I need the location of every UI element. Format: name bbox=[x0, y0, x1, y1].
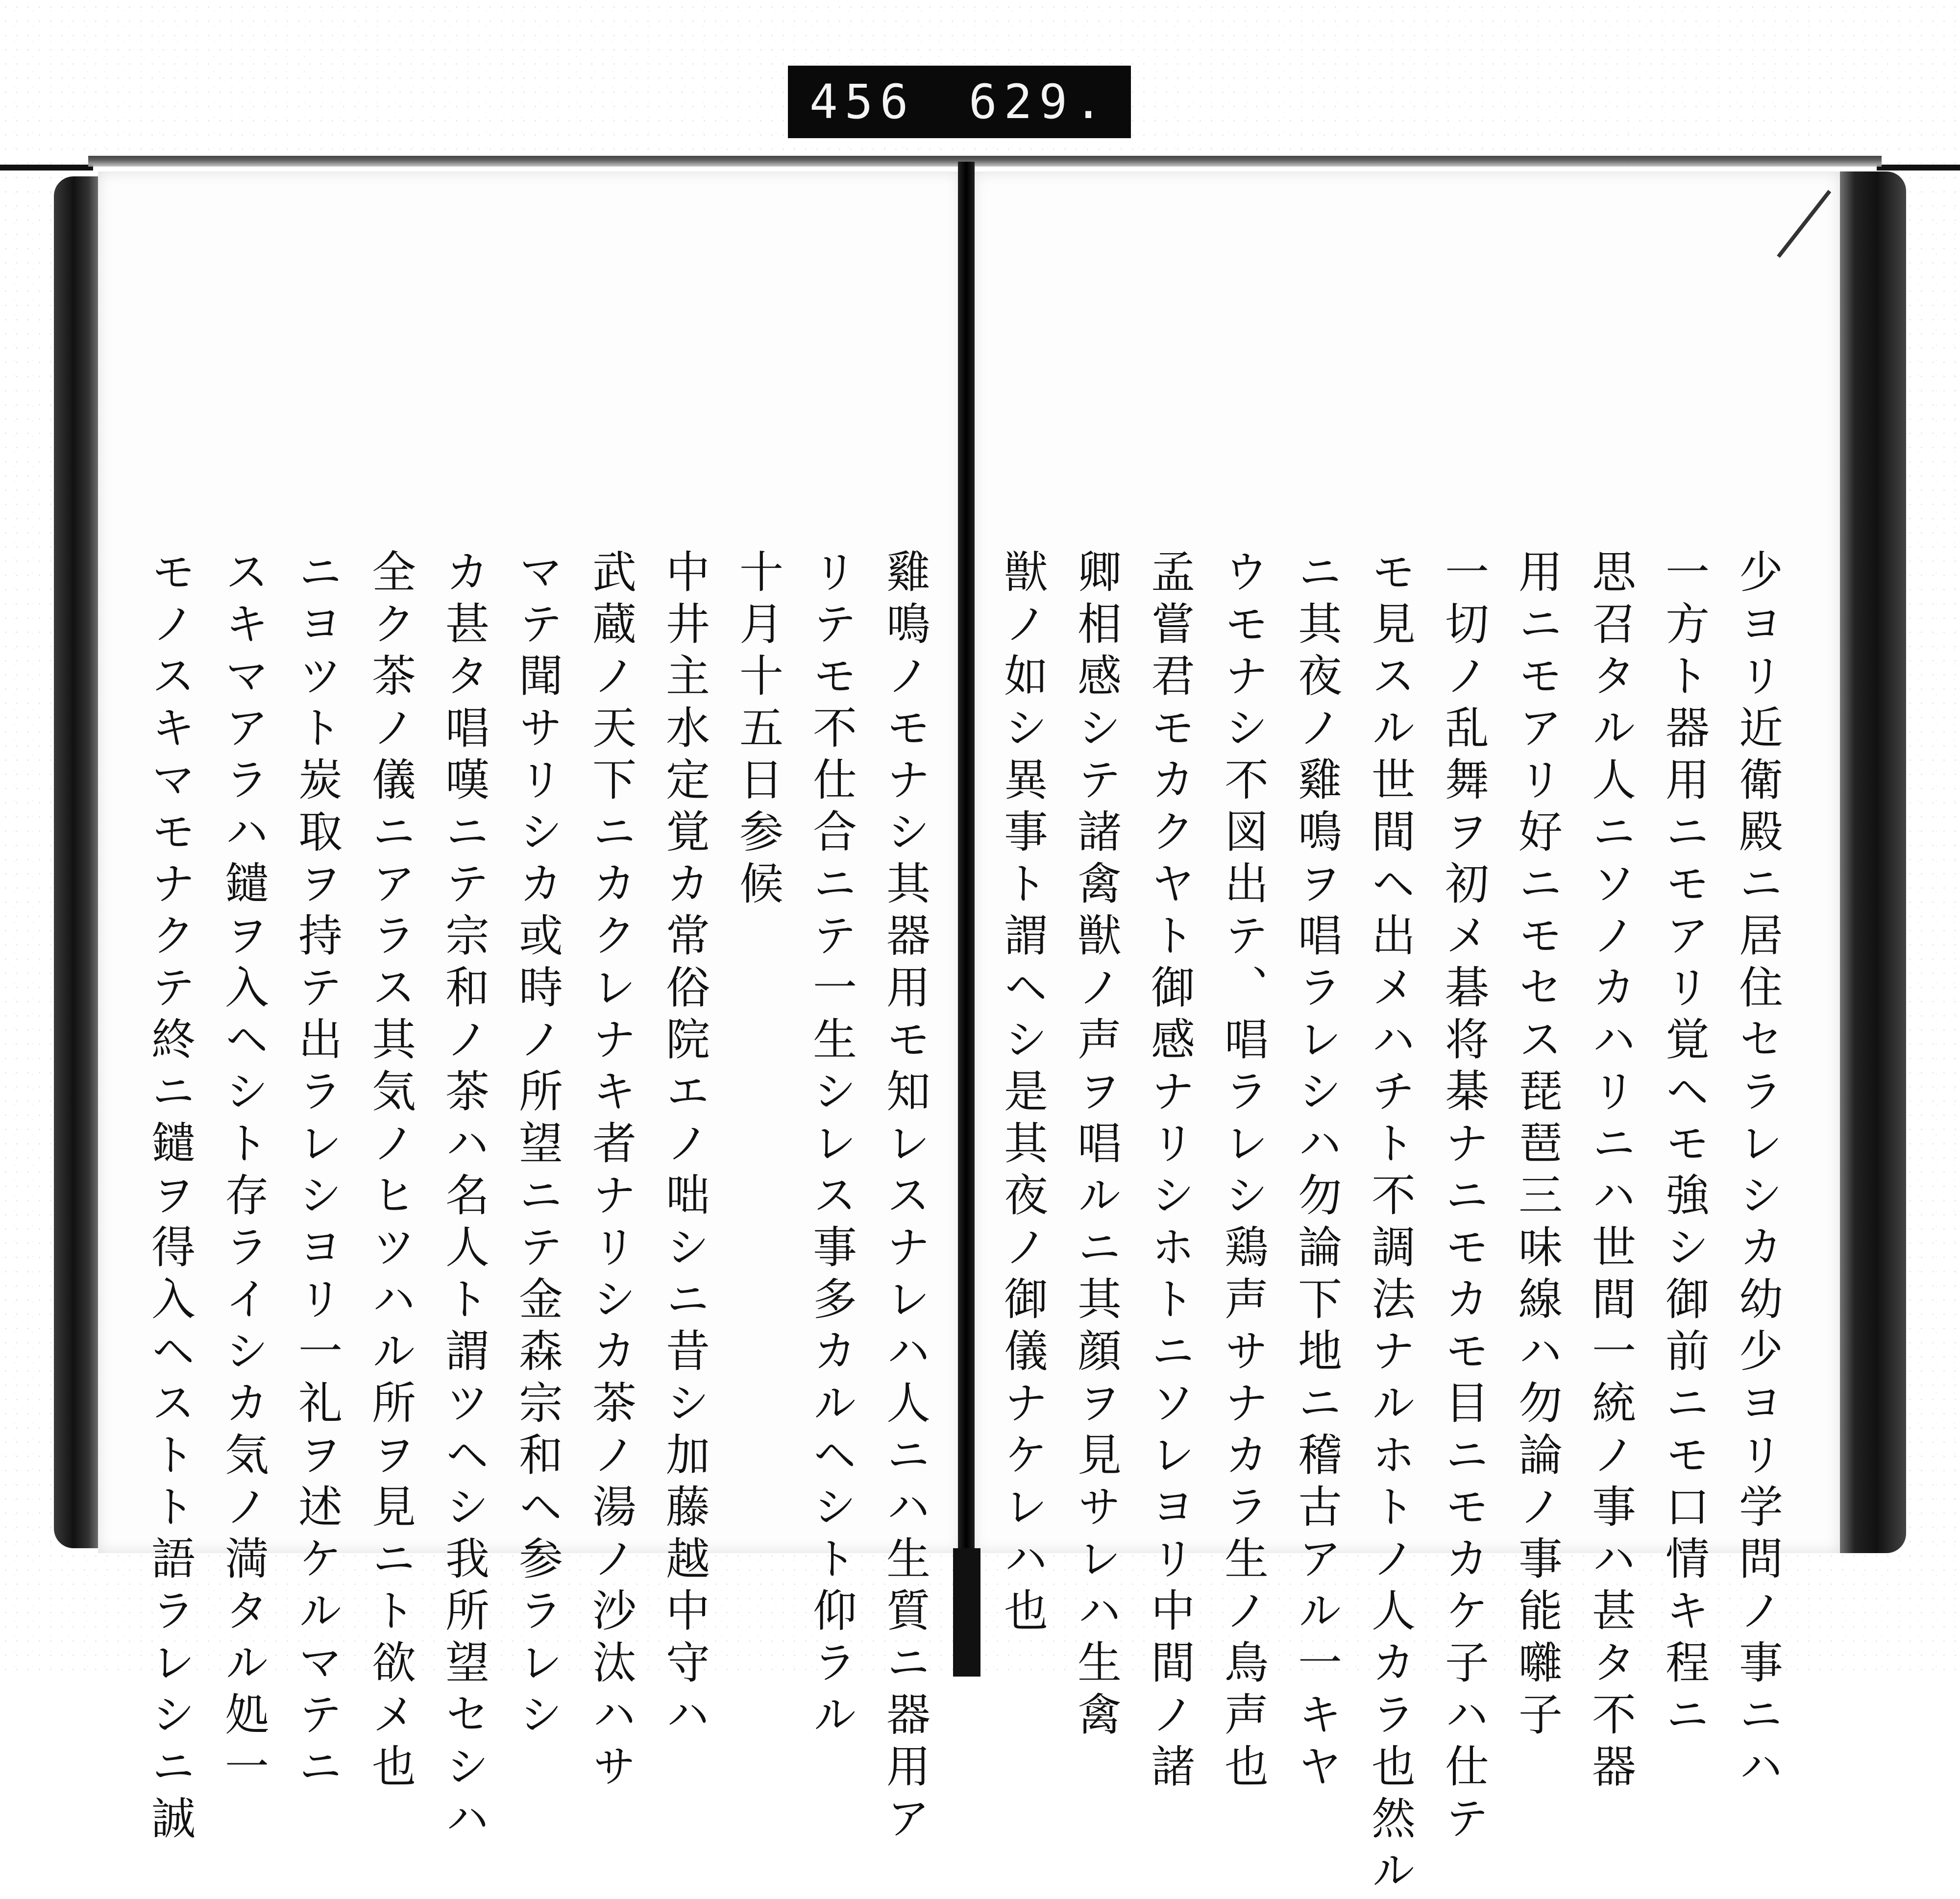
text-column: 武蔵ノ天下ニカクレナキ者ナリシカ茶ノ湯ノ沙汰ハサ bbox=[585, 549, 636, 1795]
text-column: 一方ト器用ニモアリ覚ヘモ強シ御前ニモ口情キ程ニ bbox=[1658, 549, 1709, 1743]
text-column: 獣ノ如シ異事ト謂ヘシ是其夜ノ御儀ナケレハ也 bbox=[996, 549, 1048, 1639]
text-column: スキマアラハ鑓ヲ入ヘシト存ライシカ気ノ満タル処一 bbox=[217, 549, 269, 1795]
catalog-number-left: 456 bbox=[809, 74, 915, 129]
text-column: 思召タル人ニソノカハリニハ世間一統ノ事ハ甚タ不器 bbox=[1584, 549, 1636, 1795]
top-rule-right bbox=[1877, 165, 1960, 170]
book-gutter bbox=[958, 162, 975, 1677]
catalog-number-right: 629. bbox=[968, 74, 1109, 129]
text-column: 十月十五日参候 bbox=[732, 549, 783, 912]
book-edge-left bbox=[54, 176, 103, 1548]
text-column: マテ聞サリシカ或時ノ所望ニテ金森宗和ヘ参ラレシ bbox=[511, 549, 563, 1743]
text-column: 雞鳴ノモナシ其器用モ知レスナレハ人ニハ生質ニ器用ア bbox=[879, 549, 930, 1847]
text-column: ウモナシ不図出テ、唱ラレシ鶏声サナカラ生ノ鳥声也 bbox=[1217, 549, 1268, 1795]
text-column: モノスキマモナクテ終ニ鑓ヲ得入ヘストト語ラレシニ誠 bbox=[144, 549, 195, 1847]
book-top-edge bbox=[88, 156, 1882, 167]
top-rule-left bbox=[0, 165, 93, 170]
text-column: 用ニモアリ好ニモセス琵琶三味線ハ勿論ノ事能囃子 bbox=[1511, 549, 1562, 1743]
text-column: カ甚タ唱嘆ニテ宗和ノ茶ハ名人ト謂ツヘシ我所望セシハ bbox=[438, 549, 489, 1847]
gutter-tab bbox=[953, 1548, 980, 1677]
text-column: 卿相感シテ諸禽獣ノ声ヲ唱ルニ其顔ヲ見サレハ生禽 bbox=[1070, 549, 1121, 1743]
left-page bbox=[98, 171, 960, 1847]
right-page bbox=[973, 171, 1840, 1899]
text-column: 中井主水定覚カ常俗院エノ咄シニ昔シ加藤越中守ハ bbox=[658, 549, 710, 1743]
text-column: 少ヨリ近衛殿ニ居住セラレシカ幼少ヨリ学問ノ事ニハ bbox=[1731, 549, 1783, 1795]
text-column: 全ク茶ノ儀ニアラス其気ノヒツハル所ヲ見ニト欲メ也 bbox=[364, 549, 416, 1795]
text-column: 一切ノ乱舞ヲ初メ碁将棊ナニモカモ目ニモカケ子ハ仕テ bbox=[1437, 549, 1489, 1847]
text-column: ニヨツト炭取ヲ持テ出ラレシヨリ一礼ヲ述ケルマテニ bbox=[291, 549, 342, 1795]
book-edge-right bbox=[1833, 171, 1906, 1553]
text-column: リテモ不仕合ニテ一生シレス事多カルヘシト仰ラル bbox=[805, 549, 857, 1743]
text-column: 孟嘗君モカクヤト御感ナリシホトニソレヨリ中間ノ諸 bbox=[1143, 549, 1195, 1795]
catalog-label bbox=[788, 66, 1131, 138]
text-column: モ見スル世間ヘ出メハチト不調法ナルホトノ人カラ也然ル bbox=[1364, 549, 1415, 1899]
text-column: ニ其夜ノ雞鳴ヲ唱ラレシハ勿論下地ニ稽古アル一キヤ bbox=[1290, 549, 1342, 1795]
